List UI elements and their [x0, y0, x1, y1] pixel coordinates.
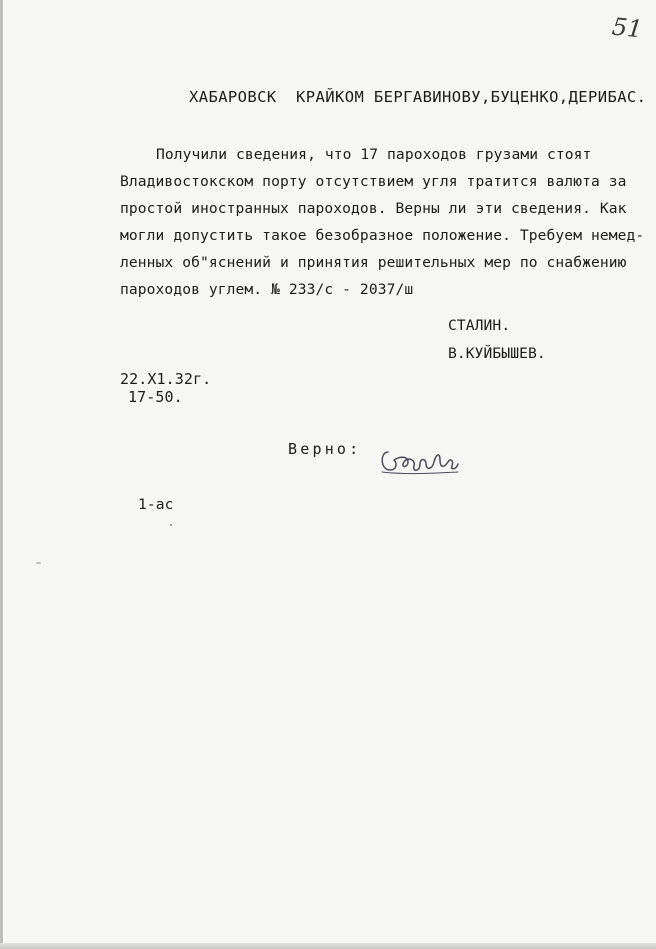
page-edge-left: [0, 0, 3, 949]
body-line-5: ленных об"яснений и принятия решительных мер по снабжению: [120, 254, 627, 271]
page-edge-bottom: [0, 943, 656, 949]
signature-kuibyshev: В.КУЙБЫШЕВ.: [448, 345, 546, 362]
scan-speck: [170, 524, 172, 526]
body-line-6: пароходов углем. № 233/с - 2037/ш: [120, 281, 414, 298]
time-stamp: 17-50.: [128, 388, 183, 406]
telegram-header: ХАБАРОВСК КРАЙКОМ БЕРГАВИНОВУ,БУЦЕНКО,ДЕРИБАС.: [189, 88, 647, 106]
body-line-4: могли допустить такое безобразное положение. Требуем немед-: [120, 227, 645, 244]
body-line-2: Владивостокском порту отсутствием угля тратится валюта за: [120, 173, 627, 190]
body-line-1: Получили сведения, что 17 пароходов грузами стоят: [156, 146, 592, 163]
handwritten-signature-drawing: [378, 442, 460, 482]
signature-stalin: СТАЛИН.: [448, 317, 511, 334]
typist-mark: 1-ас: [138, 496, 174, 513]
handwritten-signature: [378, 442, 460, 482]
date-stamp: 22.X1.32г.: [120, 370, 212, 388]
certified-label: Верно:: [288, 440, 362, 458]
body-line-3: простой иностранных пароходов. Верны ли эти сведения. Как: [120, 200, 627, 217]
archive-page-number: 51: [610, 12, 644, 44]
scan-speck: [36, 562, 41, 564]
